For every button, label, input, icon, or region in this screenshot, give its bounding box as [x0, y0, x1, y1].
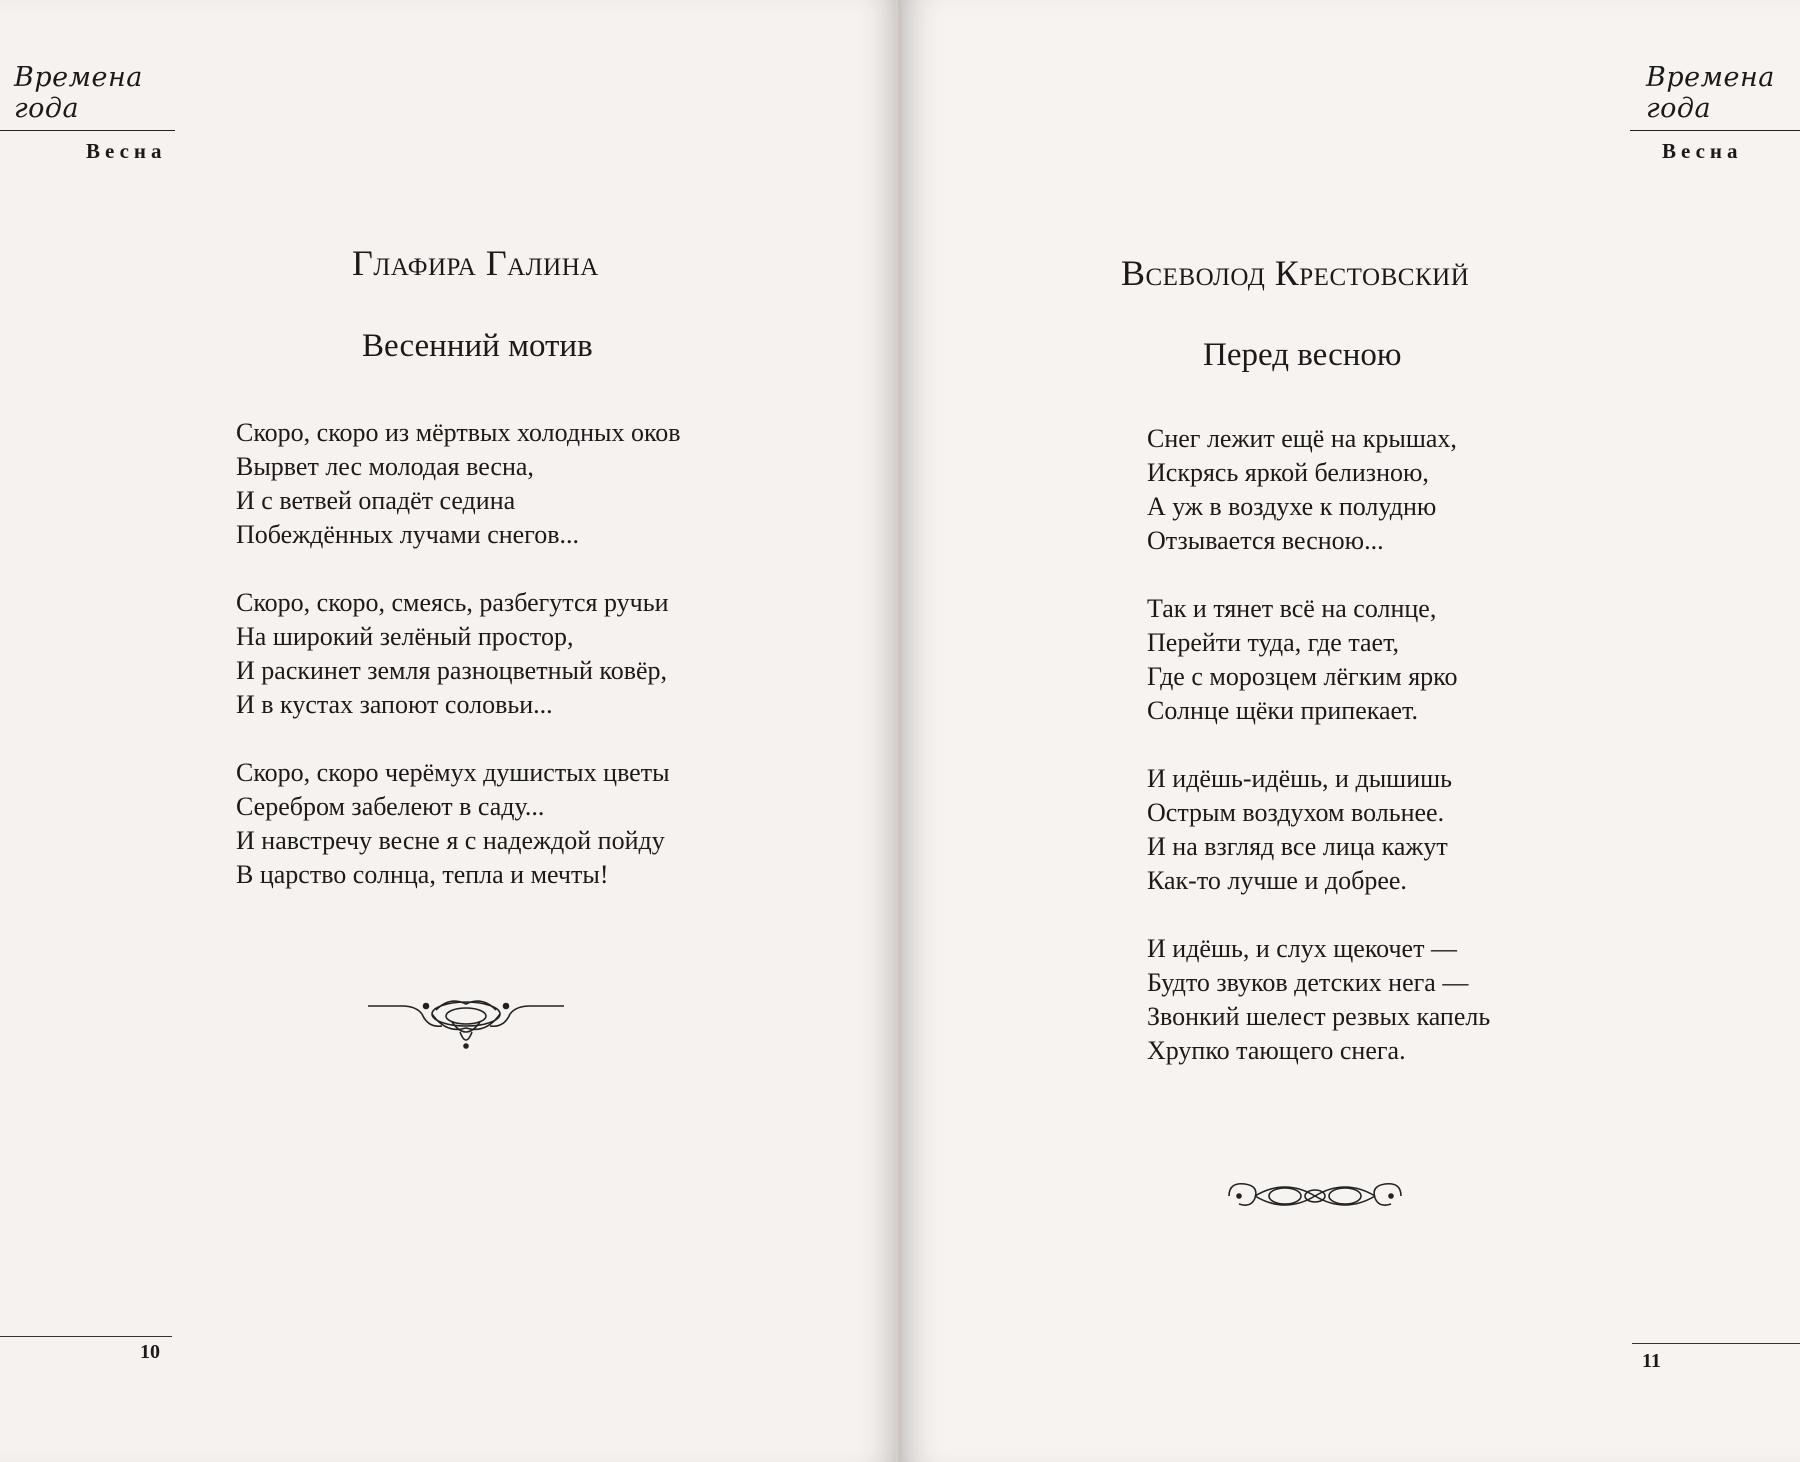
poem-line: Как-то лучше и добрее. — [1147, 866, 1407, 895]
poem-title: Перед весною — [1203, 337, 1402, 373]
running-header-right — [1630, 62, 1800, 164]
header-rule — [0, 130, 175, 131]
author-name: Глафира Галина — [352, 243, 599, 283]
poem-line: Серебром забелеют в саду... — [236, 792, 545, 821]
footer-rule — [1632, 1343, 1800, 1344]
poem-line: Солнце щёки припекает. — [1147, 696, 1418, 725]
poem-line: В царство солнца, тепла и мечты! — [236, 860, 609, 889]
poem-line: И в кустах запоют соловьи... — [236, 690, 553, 719]
poem-text — [1147, 422, 1490, 1102]
poem-line: А уж в воздухе к полудню — [1147, 492, 1437, 521]
flourish-ornament-icon — [1225, 1174, 1405, 1223]
page-number: 10 — [140, 1341, 160, 1363]
stanza — [1147, 592, 1490, 728]
poem-line: Скоро, скоро черёмух душистых цветы — [236, 758, 670, 787]
poem-line: Острым воздухом вольнее. — [1147, 798, 1445, 827]
page-number: 11 — [1642, 1350, 1661, 1372]
poem-line: И раскинет земля разноцветный ковёр, — [236, 656, 668, 685]
poem-line: И на взгляд все лица кажут — [1147, 832, 1448, 861]
left-page — [0, 0, 898, 1462]
poem-line: Отзывается весною... — [1147, 526, 1384, 555]
poem-text — [236, 416, 681, 926]
poem-line: И с ветвей опадёт седина — [236, 486, 516, 515]
series-title: Времена года — [14, 62, 143, 124]
flourish-ornament-icon — [366, 992, 566, 1057]
poem-title: Весенний мотив — [362, 328, 593, 364]
poem-line: Где с морозцем лёгким ярко — [1147, 662, 1458, 691]
poem-line: И идёшь-идёшь, и дышишь — [1147, 764, 1452, 793]
poem-line: Снег лежит ещё на крышах, — [1147, 424, 1457, 453]
poem-line: Скоро, скоро, смеясь, разбегутся ручьи — [236, 588, 669, 617]
series-title: Времена года — [1646, 62, 1775, 124]
stanza — [236, 416, 681, 552]
footer-rule — [0, 1336, 172, 1337]
running-header-left — [0, 62, 175, 164]
poem-line: И навстречу весне я с надеждой пойду — [236, 826, 665, 855]
poem-line: Перейти туда, где тает, — [1147, 628, 1400, 657]
poem-line: Так и тянет всё на солнце, — [1147, 594, 1437, 623]
author-name: Всеволод Крестовский — [1121, 253, 1470, 293]
poem-line: Вырвет лес молодая весна, — [236, 452, 534, 481]
right-page — [902, 0, 1800, 1462]
poem-line: На широкий зелёный простор, — [236, 622, 574, 651]
stanza — [236, 756, 681, 892]
stanza — [236, 586, 681, 722]
poem-line: Будто звуков детских нега — — [1147, 968, 1469, 997]
header-rule — [1630, 130, 1800, 131]
poem-line: Искрясь яркой белизною, — [1147, 458, 1429, 487]
stanza — [1147, 762, 1490, 898]
poem-line: Побеждённых лучами снегов... — [236, 520, 579, 549]
stanza — [1147, 932, 1490, 1068]
poem-line: И идёшь, и слух щекочет — — [1147, 934, 1457, 963]
section-title: Весна — [86, 139, 167, 163]
stanza — [1147, 422, 1490, 558]
poem-line: Звонкий шелест резвых капель — [1147, 1002, 1491, 1031]
poem-line: Скоро, скоро из мёртвых холодных оков — [236, 418, 681, 447]
poem-line: Хрупко тающего снега. — [1147, 1036, 1406, 1065]
section-title: Весна — [1662, 139, 1743, 163]
